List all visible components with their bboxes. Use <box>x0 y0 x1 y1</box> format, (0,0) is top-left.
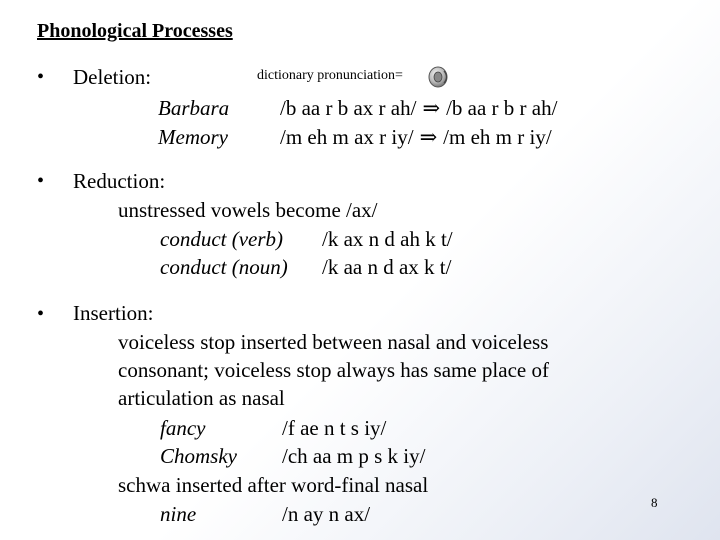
slide-title: Phonological Processes <box>37 20 233 42</box>
reduction-heading: Reduction: <box>73 169 166 193</box>
insertion-pron-2: /ch aa m p s k iy/ <box>282 444 426 468</box>
insertion-desc-line-3: articulation as nasal <box>118 386 285 410</box>
schwa-pron: /n ay n ax/ <box>282 502 371 526</box>
schwa-word: nine <box>160 502 197 526</box>
pron-to: /b aa r b r ah/ <box>446 96 558 120</box>
reduction-pron-2: /k aa n d ax k t/ <box>322 255 452 279</box>
pron-from: /b aa r b ax r ah/ <box>280 96 417 120</box>
pron-from: /m eh m ax r iy/ <box>280 125 414 149</box>
reduction-word-2: conduct (noun) <box>160 255 288 279</box>
deletion-word-1: Barbara <box>158 96 230 120</box>
deletion-row-1 <box>280 94 557 122</box>
speaker-icon[interactable] <box>427 66 449 88</box>
bullet-deletion: • <box>37 66 45 88</box>
pron-to: /m eh m r iy/ <box>443 125 552 149</box>
arrow-icon: ⇒ <box>419 125 438 149</box>
reduction-word-1: conduct (verb) <box>160 227 284 251</box>
insertion-word-1: fancy <box>160 416 206 440</box>
insertion-word-2: Chomsky <box>160 444 237 468</box>
deletion-word-2: Memory <box>158 125 228 149</box>
arrow-icon: ⇒ <box>422 96 441 120</box>
insertion-pron-1: /f ae n t s iy/ <box>282 416 387 440</box>
bullet-insertion: • <box>37 303 45 325</box>
insertion-heading: Insertion: <box>73 301 154 325</box>
deletion-row-2 <box>280 123 552 151</box>
schwa-description: schwa inserted after word-final nasal <box>118 473 429 497</box>
insertion-desc-line-2: consonant; voiceless stop always has same place of <box>118 358 549 382</box>
deletion-heading: Deletion: <box>73 65 152 89</box>
bullet-reduction: • <box>37 170 45 192</box>
dictionary-note: dictionary pronunciation= <box>257 68 403 83</box>
insertion-desc-line-1: voiceless stop inserted between nasal and voiceless <box>118 330 549 354</box>
page-number: 8 <box>651 495 658 510</box>
reduction-description: unstressed vowels become /ax/ <box>118 198 378 222</box>
reduction-pron-1: /k ax n d ah k t/ <box>322 227 453 251</box>
